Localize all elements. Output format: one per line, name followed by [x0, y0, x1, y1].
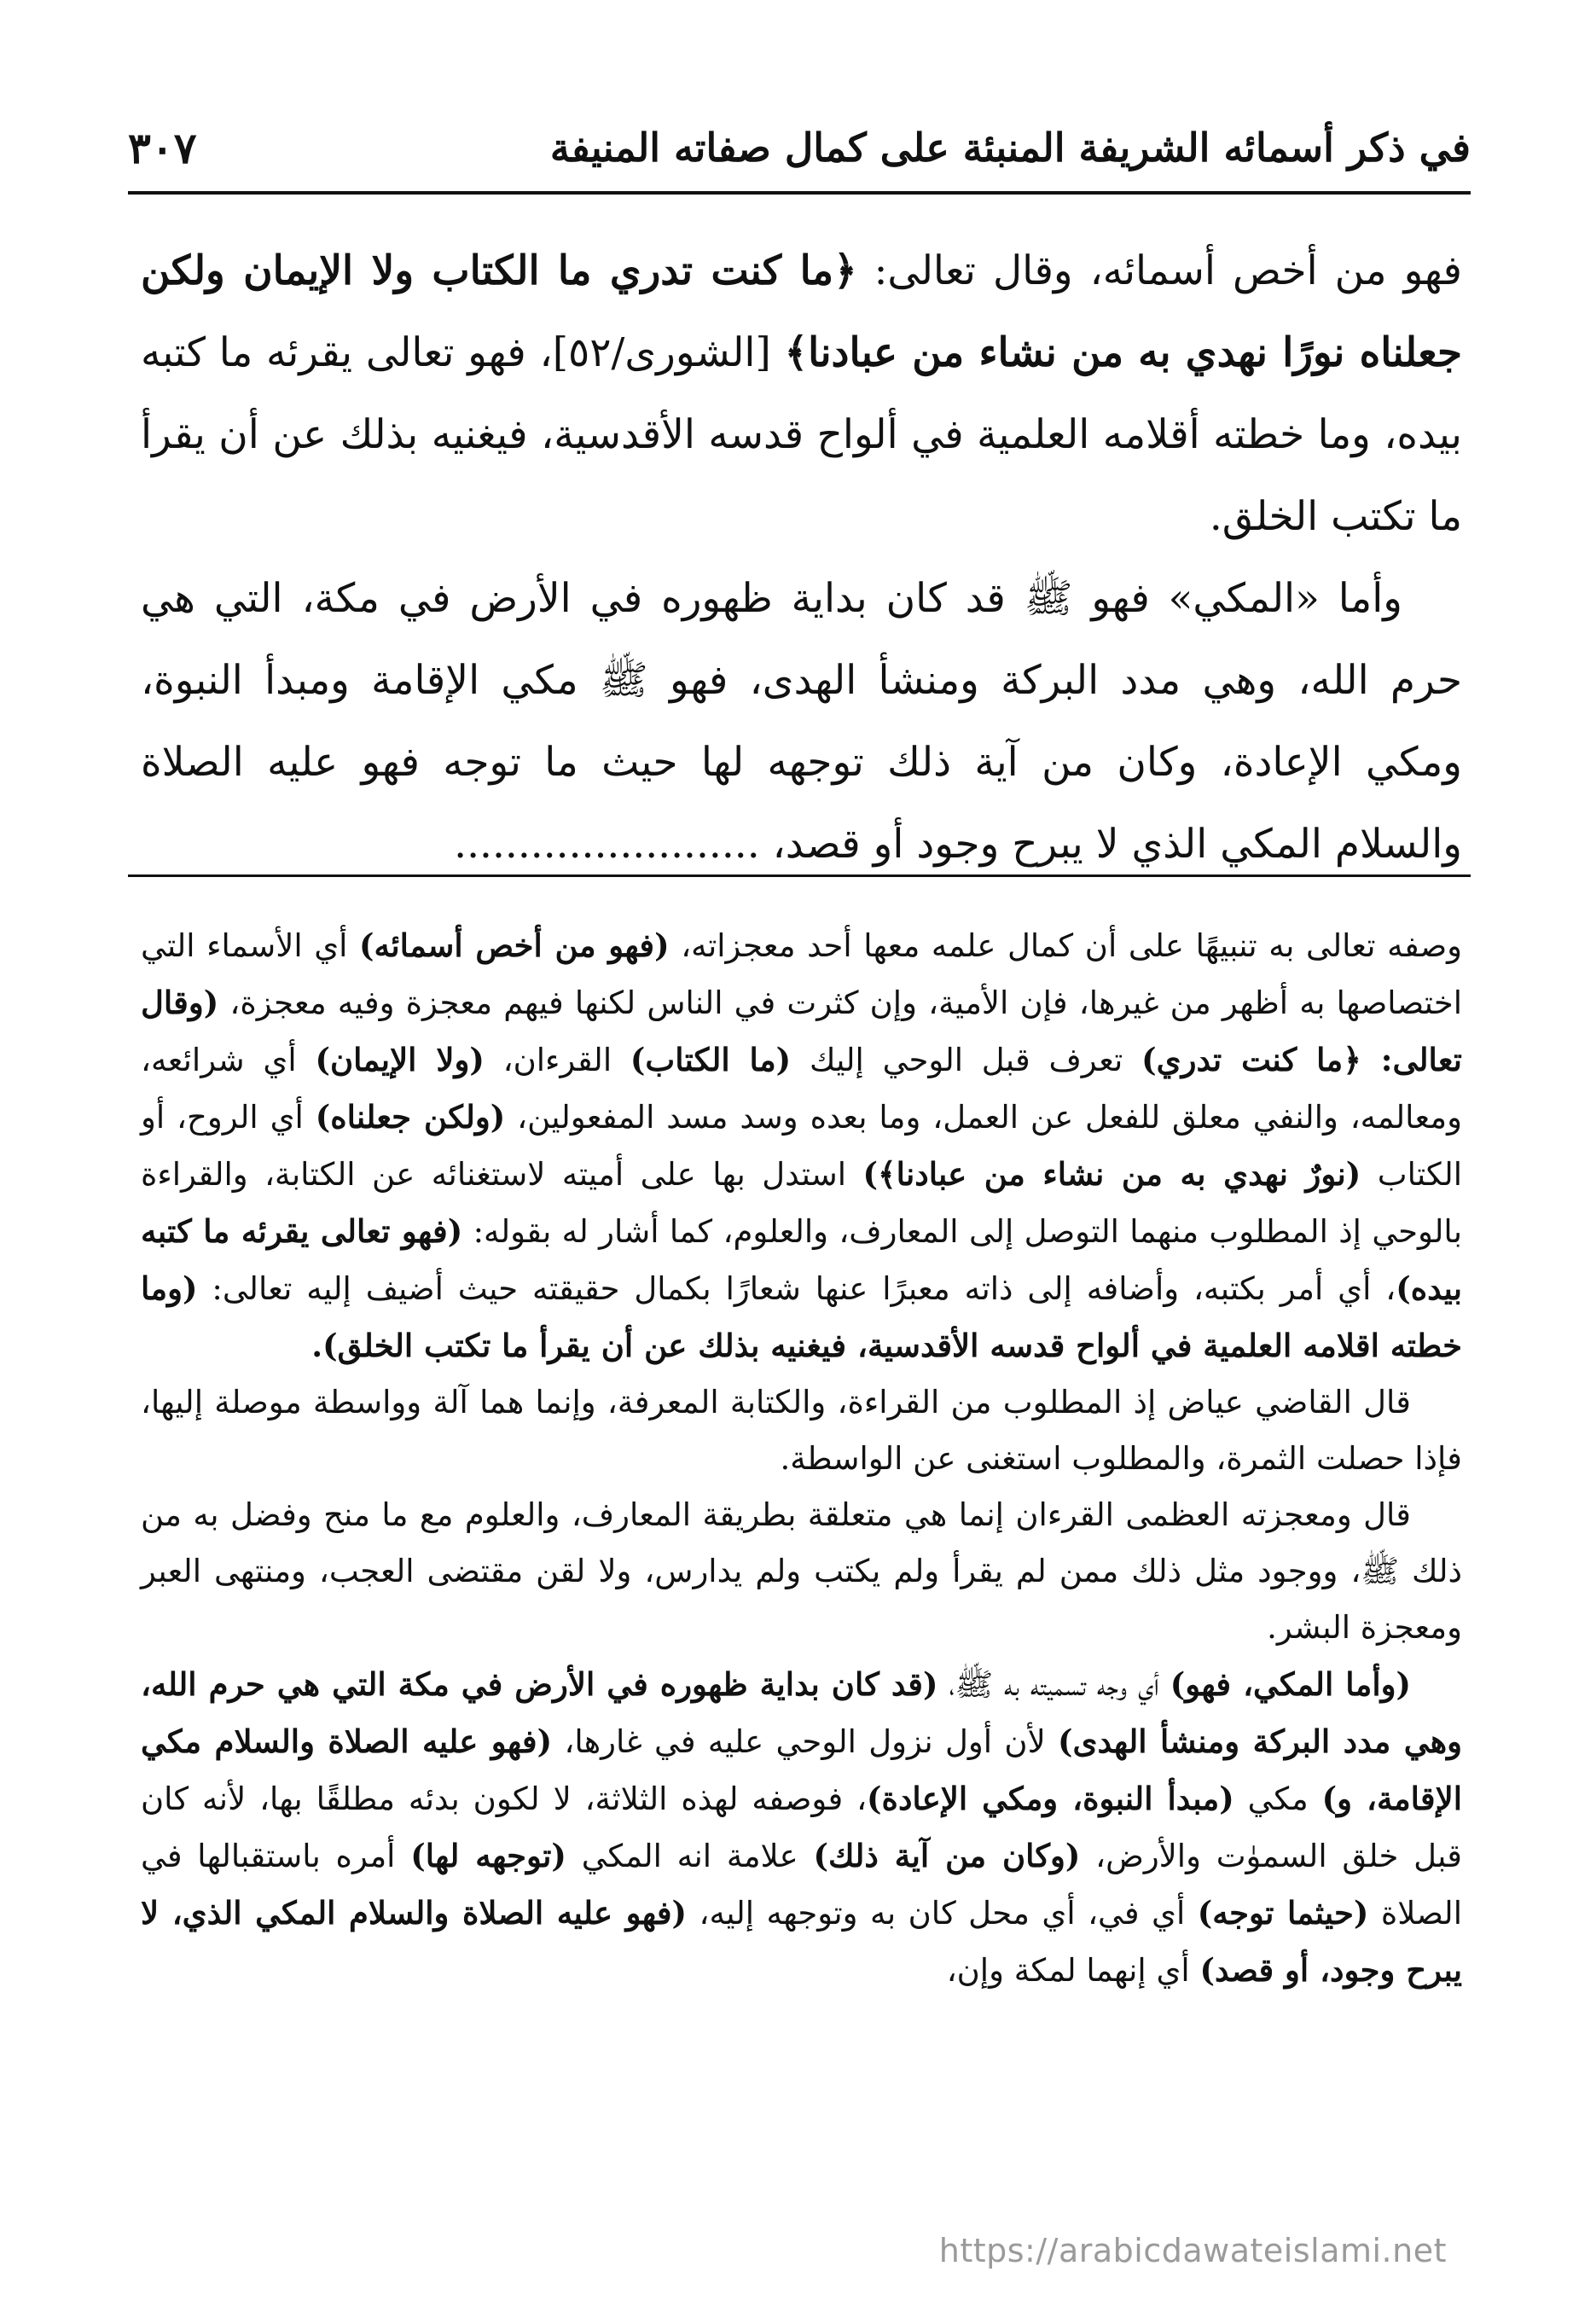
quoted-phrase: (نورٌ نهدي به من نشاء من عبادنا﴾) [862, 1155, 1361, 1193]
commentary-segment: أمره باستقبالها في الصلاة [141, 1838, 1462, 1932]
quoted-phrase: (مبدأ النبوة، ومكي الإعادة) [867, 1780, 1234, 1817]
quoted-phrase: (ولا الإيمان) [315, 1041, 485, 1078]
main-paragraph: وأما «المكي» فهو ﷺ قد كان بداية ظهوره في الأرض في مكة، التي هي حرم الله، وهي مدد البركة ومنشأ الهدى، فهو ﷺ مكي الإقامة ومبدأ النبوة، ومكي الإعادة، وكان من آية ذلك توجهه لها حيث ما توجه فهو عليه الصلاة والسلام المكي الذي لا يبرح وجود أو قصد، ........................ [141, 575, 1462, 868]
commentary-segment: وصفه تعالى به تنبيهًا على أن كمال علمه معها أحد معجزاته، [669, 927, 1462, 964]
header-divider [128, 191, 1471, 195]
quoted-phrase: (وكان من آية ذلك) [813, 1837, 1081, 1874]
commentary-paragraph: قال القاضي عياض إذ المطلوب من القراءة، والكتابة المعرفة، وإنما هما آلة وواسطة موصلة إليها، فإذا حصلت الثمرة، والمطلوب استغنى عن الواسطة. [141, 1384, 1462, 1477]
commentary-segment: استدل بها على أميته لاستغنائه عن الكتابة، والقراءة بالوحي إذ المطلوب منهما التوصل إلى المعارف، والعلوم، كما أشار له بقوله: [141, 1156, 1462, 1250]
quoted-phrase: (قد كان بداية ظهوره في الأرض في مكة التي هي حرم الله، وهي مدد البركة ومنشأ الهدى) [141, 1665, 1462, 1760]
commentary-segment: أي وجه تسميته به ﷺ، [937, 1666, 1170, 1703]
commentary-segment: لأن أول نزول الوحي عليه في غارها، [552, 1723, 1059, 1760]
quran-quote: ﴿ما كنت تدري ما الكتاب ولا الإيمان ولكن جعلناه نورًا نهدي به من نشاء من عبادنا﴾ [141, 247, 1462, 376]
commentary-paragraph: قال ومعجزته العظمى القرءان إنما هي متعلقة بطريقة المعارف، والعلوم مع ما منح وفضل به من ذلك ﷺ، ووجود مثل ذلك ممن لم يقرأ ولم يكتب ولم يدارس، ولا لقن مقتضى العجب، ومنتهى العبر ومعجزة البشر. [141, 1496, 1462, 1646]
commentary-segment: أي الروح، أو الكتاب [141, 1099, 1462, 1193]
quoted-phrase: (ما الكتاب) [630, 1041, 792, 1078]
commentary-segment: أي إنهما لمكة وإن، [946, 1952, 1200, 1989]
main-text-segment: فهو من أخص أسمائه، وقال تعالى: [856, 247, 1462, 294]
quoted-phrase: (فهو عليه الصلاة والسلام مكي الإقامة، و) [141, 1723, 1462, 1817]
commentary-segment: أي شرائعه، ومعالمه، والنفي معلق للفعل عن العمل، وما بعده وسد مسد المفعولين، [141, 1042, 1462, 1136]
commentary-segment: ، أي أمر بكتبه، وأضافه إلى ذاته معبرًا عنها شعارًا بكمال حقيقته حيث أضيف إليه تعالى: [197, 1270, 1396, 1307]
commentary-segment: أي في، أي محل كان به وتوجهه إليه، [687, 1895, 1198, 1932]
commentary-text [141, 917, 1462, 1999]
quoted-phrase: (فهو عليه الصلاة والسلام المكي الذي، لا يبرح وجود، أو قصد) [141, 1894, 1462, 1989]
running-header [128, 109, 1471, 186]
quoted-phrase: (فهو من أخص أسمائه) [359, 927, 670, 964]
main-text [141, 230, 1462, 886]
commentary-paragraph [141, 917, 1462, 1374]
quoted-phrase: (حيثما توجه) [1197, 1894, 1369, 1932]
quoted-phrase: (وأما المكي، فهو) [1170, 1665, 1411, 1703]
main-paragraph [141, 230, 1462, 558]
quoted-phrase: (وقال تعالى: ﴿ما كنت تدري) [141, 984, 1462, 1078]
main-text-segment: [الشورى/٥٢]، فهو تعالى يقرئه ما كتبه بيده، وما خطته أقلامه العلمية في ألواح قدسه الأقدسية، فيغنيه بذلك عن أن يقرأ ما تكتب الخلق. [141, 329, 1462, 540]
watermark-url: https://arabicdawateislami.net [938, 2232, 1447, 2269]
quoted-phrase: (ولكن جعلناه) [315, 1098, 506, 1136]
commentary-segment: تعرف قبل الوحي إليك [791, 1042, 1142, 1078]
commentary-segment: ، فوصفه لهذه الثلاثة، لا لكون بدئه مطلقًا بها، لأنه كان قبل خلق السموٰت والأرض، [141, 1781, 1462, 1874]
quoted-phrase: (توجهه لها) [410, 1837, 566, 1874]
quoted-phrase: (وما خطته اقلامه العلمية في ألواح قدسه الأقدسية، فيغنيه بذلك عن أن يقرأ ما تكتب الخلق). [141, 1269, 1462, 1364]
page-number: ٣٠٧ [128, 122, 197, 173]
quoted-phrase: (فهو تعالى يقرئه ما كتبه بيده) [141, 1212, 1462, 1307]
commentary-segment: مكي [1233, 1781, 1322, 1817]
commentary-segment: علامة انه المكي [566, 1838, 814, 1874]
running-title: في ذكر أسمائه الشريفة المنبئة على كمال صفاته المنيفة [549, 125, 1471, 171]
commentary-divider [128, 874, 1471, 877]
commentary-paragraph [141, 1656, 1462, 1999]
commentary-segment: أي الأسماء التي اختصاصها به أظهر من غيرها، فإن الأمية، وإن كثرت في الناس لكنها فيهم معجزة وفيه معجزة، [141, 927, 1462, 1021]
commentary-segment: القرءان، [484, 1042, 630, 1078]
